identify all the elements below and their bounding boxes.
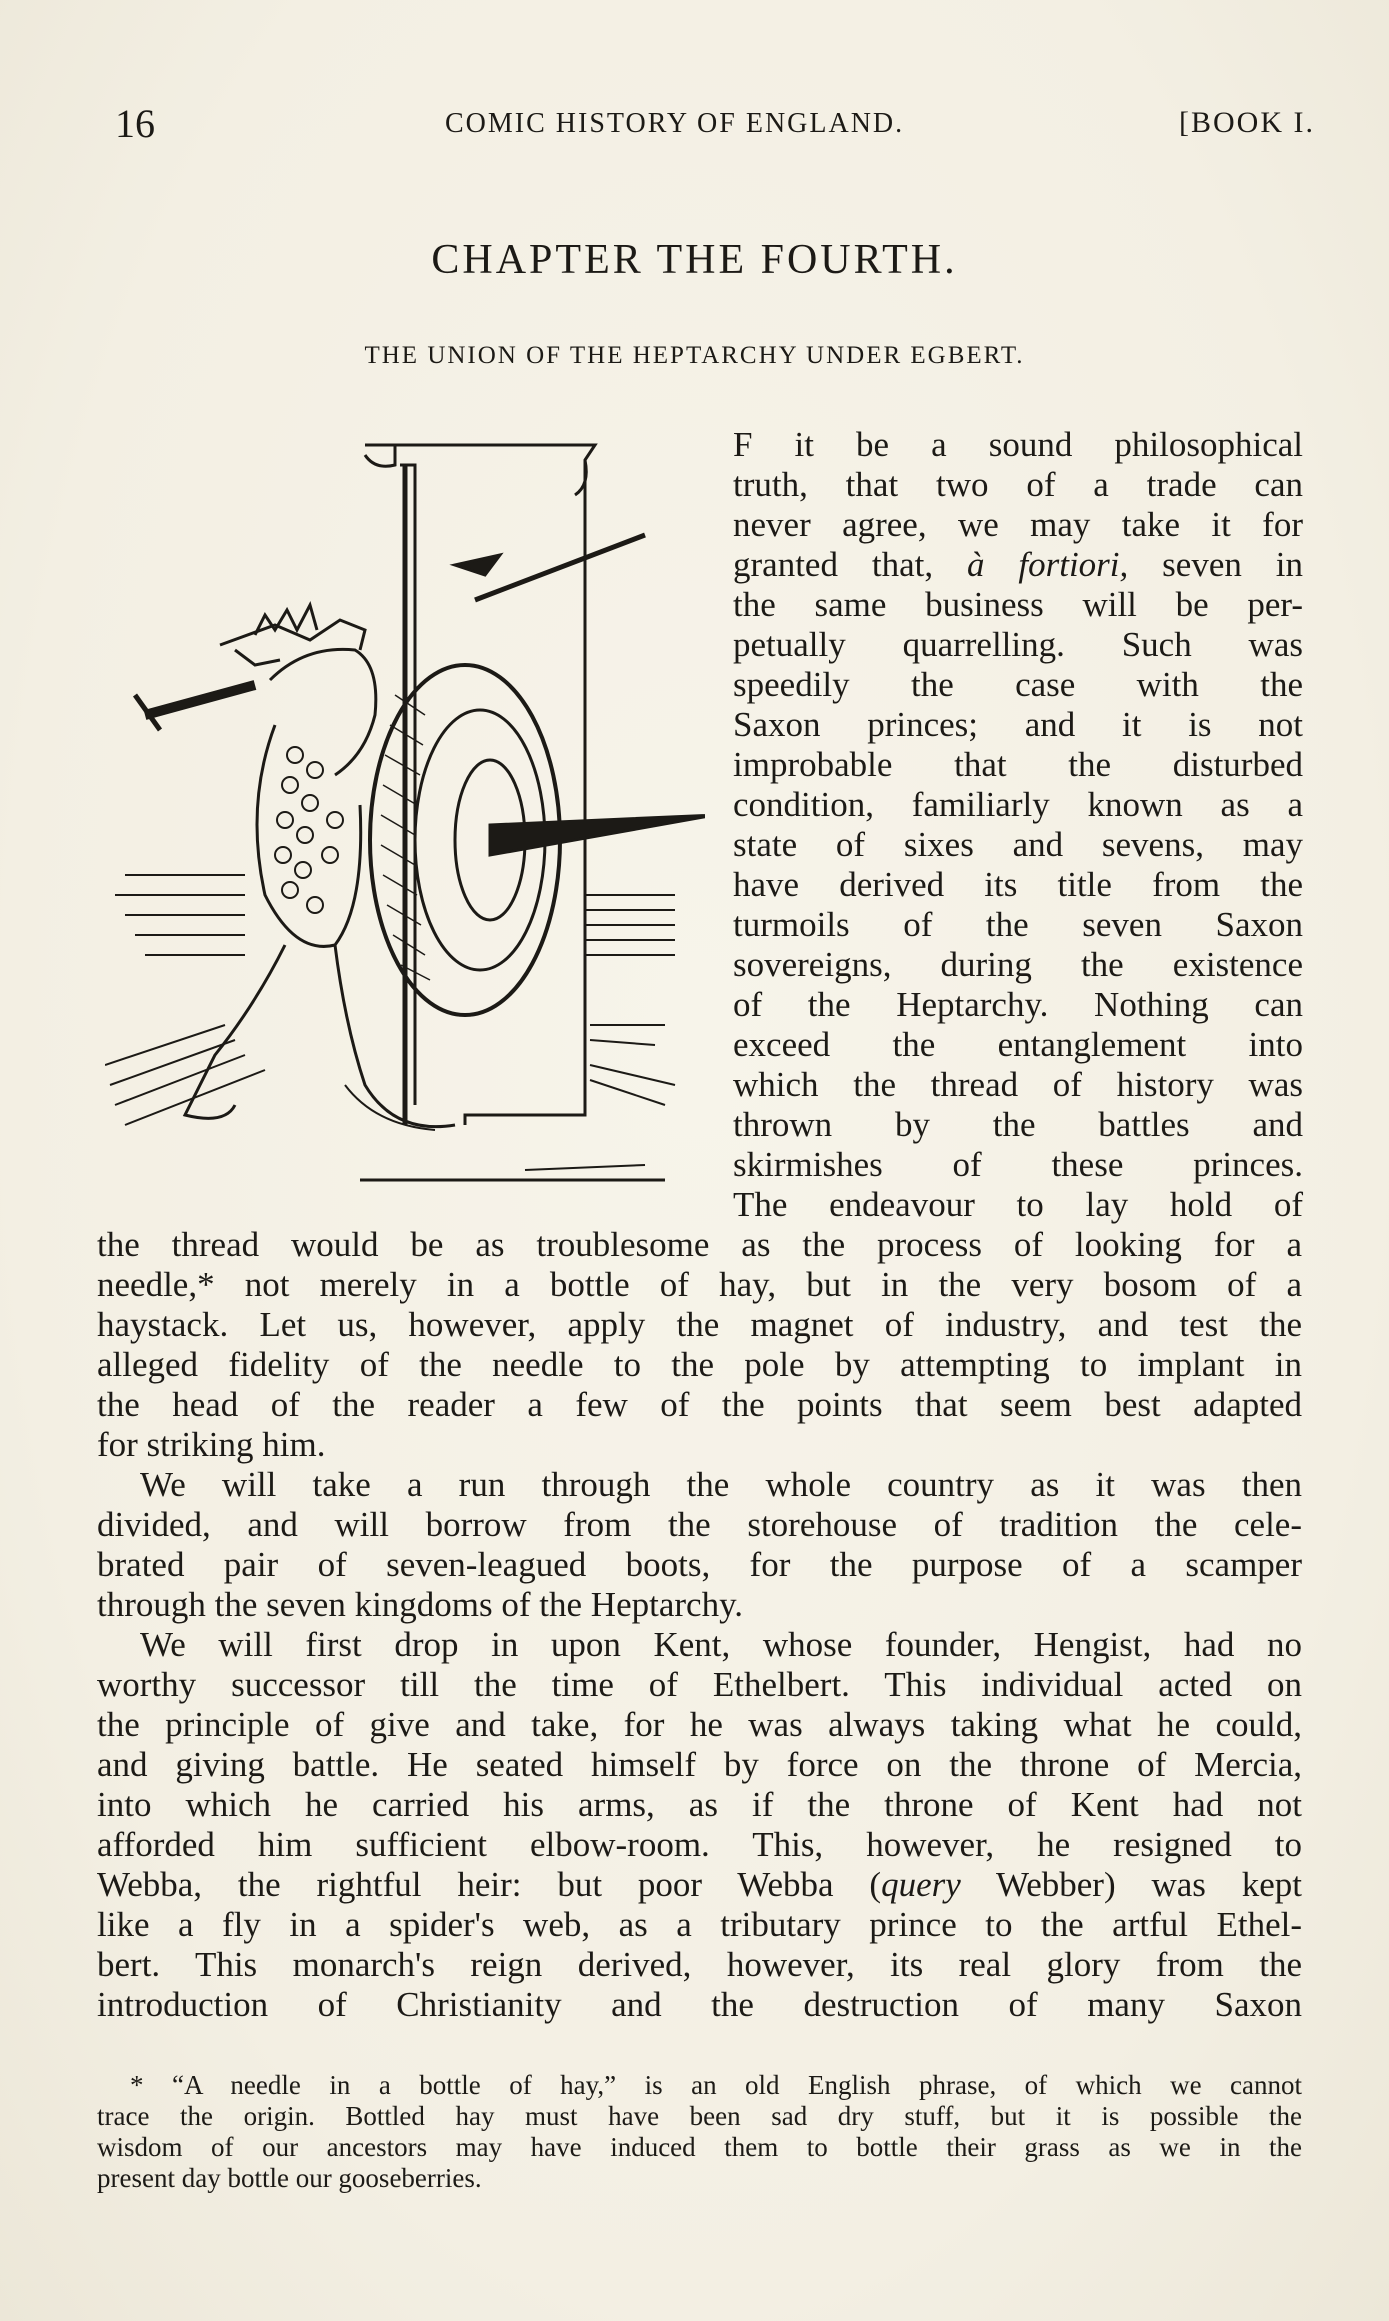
body-line: improbable that the disturbed: [733, 745, 1303, 784]
body-line: have derived its title from the: [733, 865, 1303, 904]
body-line: condition, familiarly known as a: [733, 785, 1303, 824]
body-line: for striking him.: [97, 1425, 326, 1464]
body-line: haystack. Let us, however, apply the magnet of industry, and test the: [97, 1305, 1302, 1344]
body-line: which the thread of history was: [733, 1065, 1303, 1104]
body-line-italic: Webba, the rightful heir: but poor Webba (query Webber) was kept: [97, 1865, 1302, 1904]
king-with-shield-icon: [105, 425, 705, 1205]
body-line: the same business will be per-: [733, 585, 1303, 624]
body-line: Saxon princes; and it is not: [733, 705, 1303, 744]
body-line: the head of the reader a few of the points that seem best adapted: [97, 1385, 1302, 1424]
body-line: We will take a run through the whole country as it was then: [140, 1465, 1302, 1504]
body-line: We will first drop in upon Kent, whose founder, Hengist, had no: [140, 1625, 1302, 1664]
body-line: skirmishes of these princes.: [733, 1145, 1303, 1184]
body-line: needle,* not merely in a bottle of hay, but in the very bosom of a: [97, 1265, 1302, 1304]
body-line: through the seven kingdoms of the Heptarchy.: [97, 1585, 744, 1624]
body-line: exceed the entanglement into: [733, 1025, 1303, 1064]
body-line: truth, that two of a trade can: [733, 465, 1303, 504]
body-line: F it be a sound philosophical: [733, 425, 1303, 464]
body-line: the principle of give and take, for he was always taking what he could,: [97, 1705, 1302, 1744]
running-head: [115, 100, 1315, 150]
body-line: brated pair of seven-leagued boots, for the purpose of a scamper: [97, 1545, 1302, 1584]
body-line: afforded him sufficient elbow-room. This, however, he resigned to: [97, 1825, 1302, 1864]
body-line: thrown by the battles and: [733, 1105, 1303, 1144]
body-line: the thread would be as troublesome as the process of looking for a: [97, 1225, 1302, 1264]
body-line: petually quarrelling. Such was: [733, 625, 1303, 664]
running-title: COMIC HISTORY OF ENGLAND.: [445, 108, 905, 139]
body-line: sovereigns, during the existence: [733, 945, 1303, 984]
body-line-italic: granted that, à fortiori, seven in: [733, 545, 1303, 584]
body-line: The endeavour to lay hold of: [733, 1185, 1303, 1224]
body-line: bert. This monarch's reign derived, however, its real glory from the: [97, 1945, 1302, 1984]
footnote-line: * “A needle in a bottle of hay,” is an old English phrase, of which we cannot: [130, 2070, 1302, 2100]
page-number: 16: [115, 101, 155, 146]
book-marker: [BOOK I.: [1179, 106, 1315, 139]
body-line: of the Heptarchy. Nothing can: [733, 985, 1303, 1024]
chapter-subtitle: THE UNION OF THE HEPTARCHY UNDER EGBERT.: [364, 342, 1025, 369]
chapter-title: CHAPTER THE FOURTH.: [431, 237, 958, 283]
body-line: worthy successor till the time of Ethelbert. This individual acted on: [97, 1665, 1302, 1704]
body-line: turmoils of the seven Saxon: [733, 905, 1303, 944]
footnote-line: trace the origin. Bottled hay must have been sad dry stuff, but it is possible the: [97, 2101, 1302, 2131]
body-line: introduction of Christianity and the destruction of many Saxon: [97, 1985, 1302, 2024]
body-line: never agree, we may take it for: [733, 505, 1303, 544]
body-line: state of sixes and sevens, may: [733, 825, 1303, 864]
body-line: alleged fidelity of the needle to the pole by attempting to implant in: [97, 1345, 1302, 1384]
body-line: like a fly in a spider's web, as a tributary prince to the artful Ethel-: [97, 1905, 1302, 1944]
footnote-line: wisdom of our ancestors may have induced them to bottle their grass as we in the: [97, 2132, 1302, 2162]
body-line: and giving battle. He seated himself by force on the throne of Mercia,: [97, 1745, 1302, 1784]
body-line: divided, and will borrow from the storehouse of tradition the cele-: [97, 1505, 1302, 1544]
body-line: speedily the case with the: [733, 665, 1303, 704]
footnote-line: present day bottle our gooseberries.: [97, 2163, 482, 2193]
body-line: into which he carried his arms, as if the throne of Kent had not: [97, 1785, 1302, 1824]
